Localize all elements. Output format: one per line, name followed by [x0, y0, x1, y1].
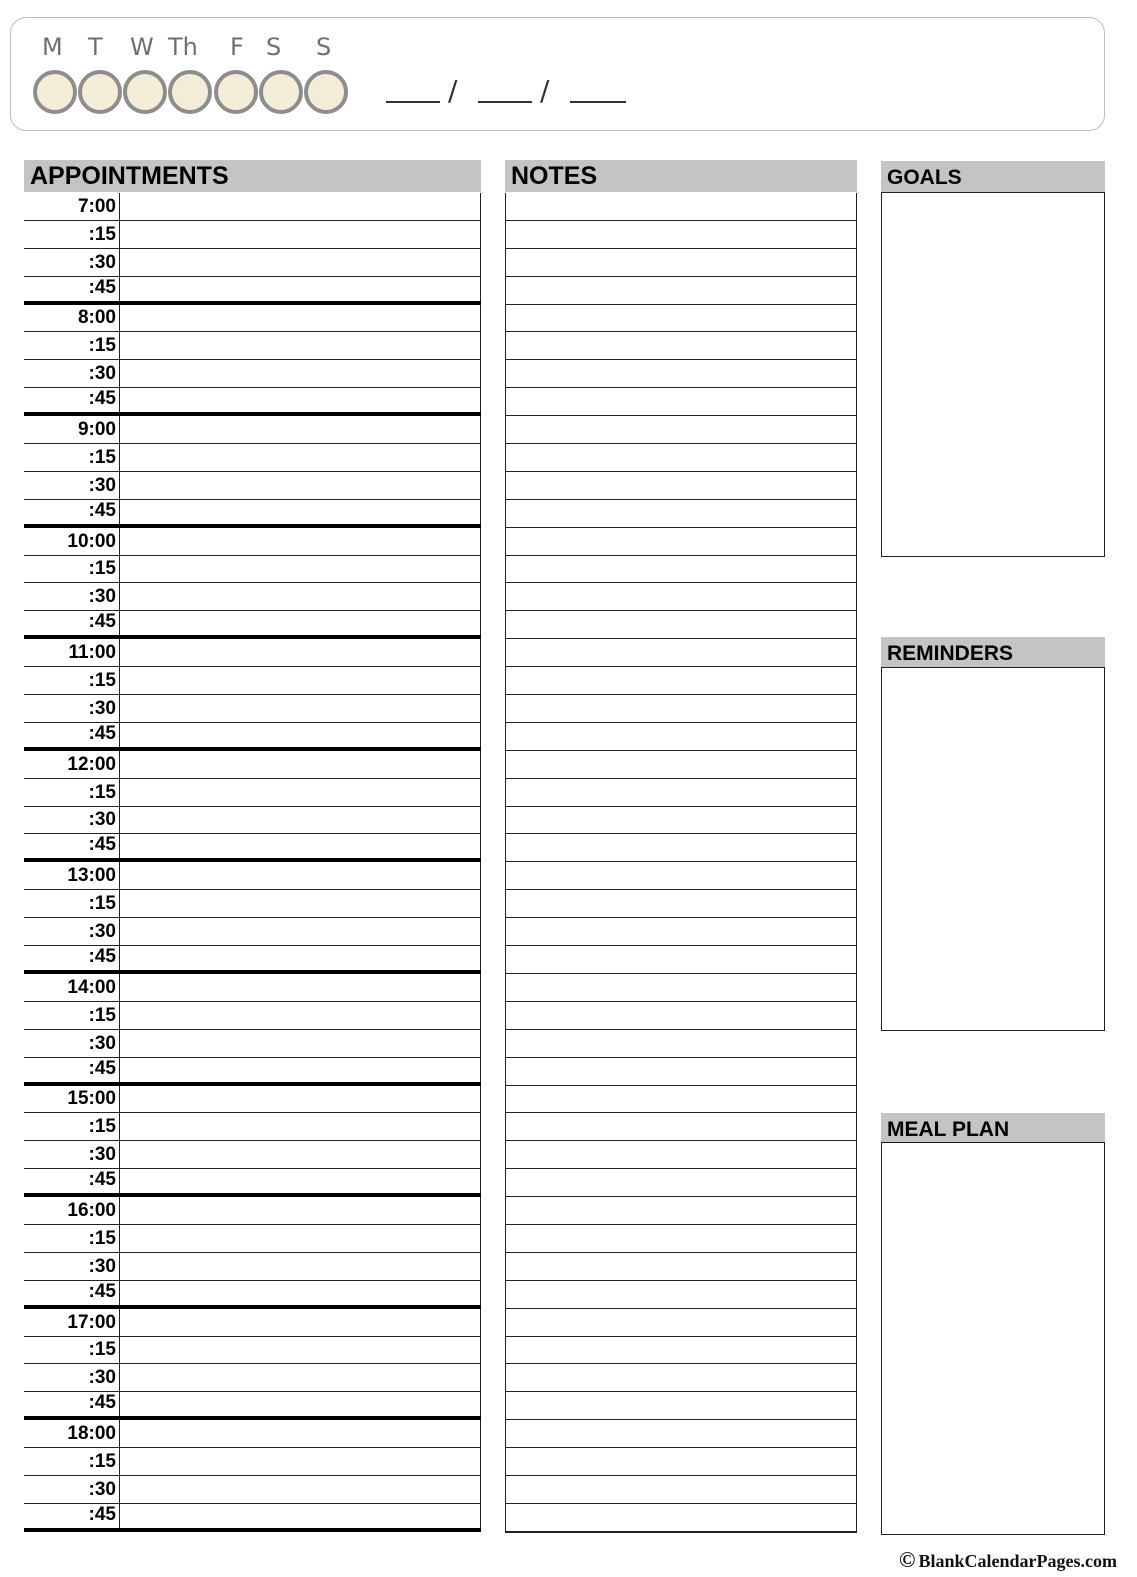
time-quarter-label: :45: [88, 834, 116, 856]
appointment-row: [24, 583, 481, 611]
time-quarter-label: :15: [88, 223, 116, 245]
notes-header: NOTES: [505, 160, 857, 192]
appointment-row: [24, 779, 481, 807]
note-line[interactable]: [506, 1030, 856, 1058]
note-line[interactable]: [506, 667, 856, 695]
appointment-slot[interactable]: [119, 779, 481, 806]
note-line[interactable]: [506, 360, 856, 388]
day-letter: Th: [168, 33, 198, 61]
note-line[interactable]: [506, 1337, 856, 1365]
day-circle[interactable]: [123, 70, 167, 114]
time-hour-label: 14:00: [67, 976, 116, 998]
time-quarter-label: :45: [88, 499, 116, 521]
appointment-row: [24, 1141, 481, 1169]
time-hour-label: 8:00: [77, 307, 116, 329]
appointment-row: [24, 1253, 481, 1281]
appointment-row: [24, 277, 481, 305]
appointment-row: [24, 918, 481, 946]
appointment-slot[interactable]: [119, 305, 481, 332]
note-line[interactable]: [506, 695, 856, 723]
appointment-slot[interactable]: [119, 444, 481, 471]
appointment-row: [24, 1309, 481, 1337]
appointment-slot[interactable]: [119, 1058, 481, 1082]
copyright-icon: ©: [899, 1547, 916, 1572]
appointment-row: [24, 611, 481, 639]
appointment-row: [24, 1086, 481, 1114]
appointment-slot[interactable]: [119, 974, 481, 1001]
note-line[interactable]: [506, 1504, 856, 1532]
appointment-slot[interactable]: [119, 1002, 481, 1029]
time-quarter-label: :30: [88, 809, 116, 831]
note-line[interactable]: [506, 1141, 856, 1169]
appointment-row: [24, 1476, 481, 1504]
appointment-slot[interactable]: [119, 862, 481, 889]
day-circle[interactable]: [214, 70, 258, 114]
time-quarter-label: :30: [88, 251, 116, 273]
appointment-row: [24, 1225, 481, 1253]
reminders-box[interactable]: [881, 667, 1105, 1031]
time-hour-label: 7:00: [77, 195, 116, 217]
appointment-slot[interactable]: [119, 1392, 481, 1416]
appointment-row: [24, 1337, 481, 1365]
note-line[interactable]: [506, 834, 856, 862]
time-quarter-label: :15: [88, 1004, 116, 1026]
appointment-slot[interactable]: [119, 1448, 481, 1475]
time-quarter-label: :30: [88, 1255, 116, 1277]
time-quarter-label: :45: [88, 1392, 116, 1414]
time-quarter-label: :45: [88, 1057, 116, 1079]
appointment-row: [24, 974, 481, 1002]
time-quarter-label: :45: [88, 276, 116, 298]
appointment-row: [24, 444, 481, 472]
note-line[interactable]: [506, 1420, 856, 1448]
time-quarter-label: :30: [88, 586, 116, 608]
day-letter: F: [230, 33, 244, 61]
time-hour-label: 17:00: [67, 1311, 116, 1333]
note-line[interactable]: [506, 1448, 856, 1476]
time-quarter-label: :15: [88, 1339, 116, 1361]
appointment-slot[interactable]: [119, 1197, 481, 1224]
appointment-slot[interactable]: [119, 1086, 481, 1113]
appointment-slot[interactable]: [119, 667, 481, 694]
appointment-slot[interactable]: [119, 277, 481, 301]
date-year-blank[interactable]: [570, 101, 626, 103]
note-line[interactable]: [506, 444, 856, 472]
appointment-slot[interactable]: [119, 556, 481, 583]
time-quarter-label: :45: [88, 722, 116, 744]
goals-header: GOALS: [881, 161, 1105, 192]
appointment-slot[interactable]: [119, 611, 481, 635]
appointment-slot[interactable]: [119, 249, 481, 276]
time-quarter-label: :45: [88, 945, 116, 967]
appointment-row: [24, 221, 481, 249]
time-hour-label: 9:00: [77, 419, 116, 441]
day-letter: S: [266, 33, 282, 61]
appointment-slot[interactable]: [119, 221, 481, 248]
appointment-slot[interactable]: [119, 528, 481, 555]
appointment-row: [24, 193, 481, 221]
appointment-row: [24, 1504, 481, 1532]
appointment-slot[interactable]: [119, 807, 481, 834]
day-circle[interactable]: [168, 70, 212, 114]
time-quarter-label: :30: [88, 1032, 116, 1054]
appointment-slot[interactable]: [119, 193, 481, 220]
time-quarter-label: :15: [88, 335, 116, 357]
appointment-slot[interactable]: [119, 1225, 481, 1252]
appointment-row: [24, 556, 481, 584]
note-line[interactable]: [506, 890, 856, 918]
appointment-slot[interactable]: [119, 751, 481, 778]
appointment-row: [24, 1448, 481, 1476]
notes-lines: [505, 193, 857, 1533]
appointment-row: [24, 723, 481, 751]
meal-plan-header: MEAL PLAN: [881, 1113, 1105, 1144]
note-line[interactable]: [506, 1281, 856, 1309]
note-line[interactable]: [506, 1476, 856, 1504]
note-line[interactable]: [506, 1364, 856, 1392]
time-quarter-label: :45: [88, 388, 116, 410]
appointment-slot[interactable]: [119, 834, 481, 858]
date-separator: /: [448, 74, 458, 107]
time-quarter-label: :30: [88, 921, 116, 943]
note-line[interactable]: [506, 779, 856, 807]
appointment-slot[interactable]: [119, 1476, 481, 1503]
appointment-row: [24, 305, 481, 333]
time-quarter-label: :45: [88, 611, 116, 633]
note-line[interactable]: [506, 388, 856, 416]
appointment-row: [24, 388, 481, 416]
time-quarter-label: :15: [88, 1450, 116, 1472]
appointment-row: [24, 1030, 481, 1058]
note-line[interactable]: [506, 1253, 856, 1281]
appointment-row: [24, 1392, 481, 1420]
note-line[interactable]: [506, 946, 856, 974]
appointment-slot[interactable]: [119, 472, 481, 499]
appointment-row: [24, 416, 481, 444]
date-separator: /: [540, 74, 550, 107]
time-quarter-label: :45: [88, 1169, 116, 1191]
appointment-row: [24, 332, 481, 360]
note-line[interactable]: [506, 723, 856, 751]
note-line[interactable]: [506, 277, 856, 305]
appointment-slot[interactable]: [119, 723, 481, 747]
note-line[interactable]: [506, 1309, 856, 1337]
time-quarter-label: :30: [88, 474, 116, 496]
appointment-row: [24, 1169, 481, 1197]
appointment-slot[interactable]: [119, 416, 481, 443]
note-line[interactable]: [506, 639, 856, 667]
appointment-row: [24, 695, 481, 723]
appointment-row: [24, 751, 481, 779]
time-hour-label: 10:00: [67, 530, 116, 552]
note-line[interactable]: [506, 193, 856, 221]
time-quarter-label: :30: [88, 1478, 116, 1500]
appointment-row: [24, 1420, 481, 1448]
appointment-slot[interactable]: [119, 1337, 481, 1364]
note-line[interactable]: [506, 472, 856, 500]
appointment-row: [24, 1002, 481, 1030]
appointment-slot[interactable]: [119, 360, 481, 387]
day-circle[interactable]: [78, 70, 122, 114]
time-hour-label: 12:00: [67, 753, 116, 775]
appointment-slot[interactable]: [119, 890, 481, 917]
appointment-slot[interactable]: [119, 500, 481, 524]
note-line[interactable]: [506, 918, 856, 946]
appointment-row: [24, 1281, 481, 1309]
footer-credit: [899, 1547, 1117, 1573]
note-line[interactable]: [506, 305, 856, 333]
appointment-slot[interactable]: [119, 1420, 481, 1447]
appointment-slot[interactable]: [119, 1030, 481, 1057]
appointment-row: [24, 500, 481, 528]
appointment-row: [24, 528, 481, 556]
appointment-slot[interactable]: [119, 946, 481, 970]
date-month-blank[interactable]: [386, 101, 440, 103]
note-line[interactable]: [506, 862, 856, 890]
day-circle[interactable]: [304, 70, 348, 114]
appointment-slot[interactable]: [119, 332, 481, 359]
note-line[interactable]: [506, 974, 856, 1002]
appointment-row: [24, 360, 481, 388]
note-line[interactable]: [506, 416, 856, 444]
note-line[interactable]: [506, 751, 856, 779]
appointments-table: [24, 193, 481, 1532]
note-line[interactable]: [506, 1392, 856, 1420]
note-line[interactable]: [506, 556, 856, 584]
time-quarter-label: :15: [88, 558, 116, 580]
note-line[interactable]: [506, 221, 856, 249]
footer-site: BlankCalendarPages.com: [918, 1551, 1117, 1571]
note-line[interactable]: [506, 500, 856, 528]
appointment-slot[interactable]: [119, 918, 481, 945]
appointment-row: [24, 639, 481, 667]
appointment-slot[interactable]: [119, 1169, 481, 1193]
appointment-slot[interactable]: [119, 1309, 481, 1336]
time-quarter-label: :15: [88, 1227, 116, 1249]
note-line[interactable]: [506, 1002, 856, 1030]
time-hour-label: 11:00: [68, 642, 116, 664]
note-line[interactable]: [506, 249, 856, 277]
note-line[interactable]: [506, 1225, 856, 1253]
appointment-slot[interactable]: [119, 1141, 481, 1168]
day-letter: T: [88, 33, 103, 61]
time-quarter-label: :15: [88, 1116, 116, 1138]
time-quarter-label: :30: [88, 697, 116, 719]
appointment-row: [24, 1113, 481, 1141]
appointment-row: [24, 807, 481, 835]
appointment-slot[interactable]: [119, 388, 481, 412]
date-day-blank[interactable]: [478, 101, 532, 103]
note-line[interactable]: [506, 1086, 856, 1114]
appointment-slot[interactable]: [119, 1364, 481, 1391]
goals-box[interactable]: [881, 192, 1105, 557]
note-line[interactable]: [506, 583, 856, 611]
note-line[interactable]: [506, 332, 856, 360]
day-letter: M: [42, 33, 63, 61]
appointment-row: [24, 834, 481, 862]
time-hour-label: 13:00: [67, 865, 116, 887]
appointment-slot[interactable]: [119, 583, 481, 610]
appointment-row: [24, 946, 481, 974]
appointment-slot[interactable]: [119, 1504, 481, 1528]
time-quarter-label: :30: [88, 1144, 116, 1166]
note-line[interactable]: [506, 1169, 856, 1197]
appointment-slot[interactable]: [119, 695, 481, 722]
time-quarter-label: :30: [88, 1367, 116, 1389]
appointments-header: APPOINTMENTS: [24, 160, 481, 192]
appointment-slot[interactable]: [119, 639, 481, 666]
appointment-row: [24, 890, 481, 918]
appointment-slot[interactable]: [119, 1253, 481, 1280]
note-line[interactable]: [506, 1113, 856, 1141]
day-circle[interactable]: [259, 70, 303, 114]
appointment-row: [24, 1058, 481, 1086]
appointment-slot[interactable]: [119, 1113, 481, 1140]
time-quarter-label: :30: [88, 363, 116, 385]
time-quarter-label: :45: [88, 1503, 116, 1525]
appointment-row: [24, 862, 481, 890]
appointment-row: [24, 667, 481, 695]
appointment-row: [24, 1197, 481, 1225]
note-line[interactable]: [506, 528, 856, 556]
appointment-row: [24, 1364, 481, 1392]
reminders-header: REMINDERS: [881, 637, 1105, 668]
day-circle[interactable]: [33, 70, 77, 114]
note-line[interactable]: [506, 1197, 856, 1225]
note-line[interactable]: [506, 611, 856, 639]
appointment-slot[interactable]: [119, 1281, 481, 1305]
time-hour-label: 18:00: [67, 1423, 116, 1445]
time-hour-label: 15:00: [67, 1088, 116, 1110]
time-quarter-label: :15: [88, 781, 116, 803]
appointment-row: [24, 249, 481, 277]
time-quarter-label: :15: [88, 670, 116, 692]
time-hour-label: 16:00: [67, 1199, 116, 1221]
meal-plan-box[interactable]: [881, 1142, 1105, 1535]
appointment-row: [24, 472, 481, 500]
day-letter: S: [316, 33, 332, 61]
time-quarter-label: :15: [88, 893, 116, 915]
note-line[interactable]: [506, 1058, 856, 1086]
note-line[interactable]: [506, 807, 856, 835]
time-quarter-label: :45: [88, 1280, 116, 1302]
day-letter: W: [130, 33, 154, 61]
time-quarter-label: :15: [88, 446, 116, 468]
